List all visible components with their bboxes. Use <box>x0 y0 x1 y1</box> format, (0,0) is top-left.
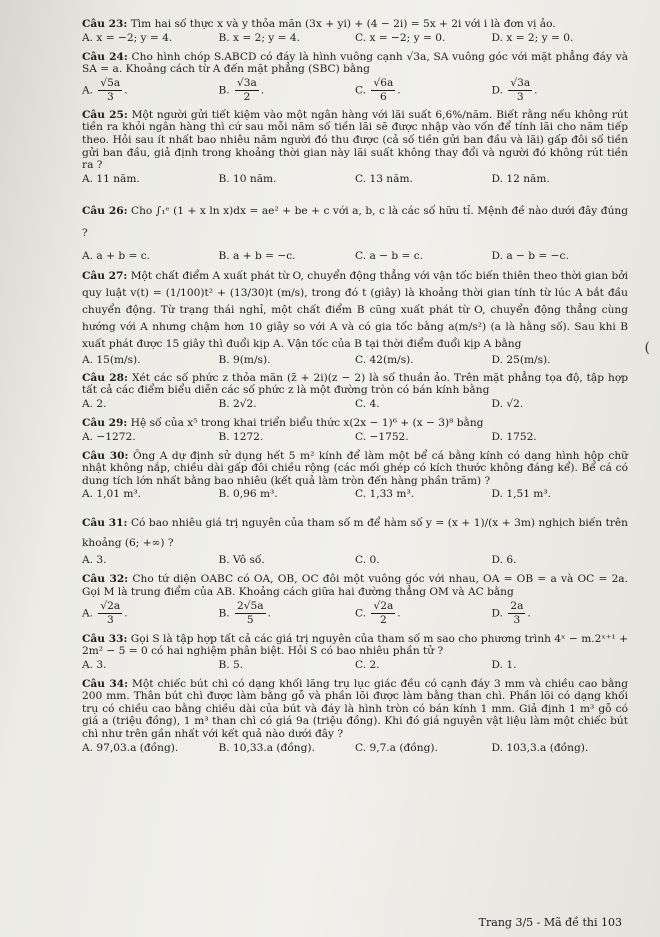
option-a: A. 11 năm. <box>82 172 140 185</box>
option-d: D. 1752. <box>491 430 537 443</box>
option-c: C. −1752. <box>355 430 409 443</box>
question-stem: Tìm hai số thực x và y thỏa mãn (3x + yi) + (4 − 2i) = 5x + 2i với i là đơn vị ảo. <box>127 18 556 30</box>
question-28 <box>82 372 628 411</box>
option-a: A. 15(m/s). <box>82 353 141 366</box>
question-number: Câu 24: <box>82 50 128 63</box>
question-stem: Xét các số phức z thỏa mãn (z̄ + 2i)(z − 2) là số thuần ảo. Trên mặt phẳng tọa độ, tập hợp tất cả các điểm biểu diễn các số phức z là một đường tròn có bán kính bằng <box>82 371 628 397</box>
question-stem: Ông A dự định sử dụng hết 5 m² kính để làm một bể cá bằng kính có dạng hình hộp chữ nhật không nắp, chiều dài gấp đôi chiều rộng (các mối ghép có kích thước không đáng kể). Bể cá có dung tích lớn nhất bằng bao nhiêu (kết quả làm tròn đến hàng phần trăm) ? <box>82 449 629 487</box>
option-a: A. 3. <box>82 554 107 567</box>
option-c: C. 4. <box>355 397 380 410</box>
option-c: C. x = −2; y = 0. <box>355 31 446 44</box>
option-b: B. 9(m/s). <box>218 353 271 366</box>
option-b: B. Vô số. <box>218 554 265 567</box>
option-a: A. 3. <box>82 658 107 671</box>
question-number: Câu 28: <box>82 371 128 384</box>
question-number: Câu 30: <box>82 449 129 462</box>
option-c: C. 2. <box>355 658 380 671</box>
margin-mark: ( <box>644 340 650 356</box>
option-c: C. 13 năm. <box>355 172 413 185</box>
option-d: D. 12 năm. <box>491 172 550 185</box>
question-stem: Một người gửi tiết kiệm vào một ngân hàng với lãi suất 6,6%/năm. Biết rằng nếu không rút tiền ra khỏi ngân hàng thì cứ sau mỗi năm số tiền lãi sẽ được nhập vào vốn để tính lãi cho năm tiếp theo. Hỏi sau ít nhất bao nhiêu năm người đó thu được (cả số tiền gửi ban đầu và lãi) gấp đôi số tiền gửi ban đầu, giả định trong khoảng thời gian này lãi suất không thay đổi và người đó không rút tiền ra ? <box>82 108 628 172</box>
option-d: D. 25(m/s). <box>491 353 551 366</box>
question-24 <box>82 51 628 104</box>
option-a: A. 2. <box>82 397 107 410</box>
option-a: A. x = −2; y = 4. <box>82 31 173 44</box>
question-stem: Cho tứ diện OABC có OA, OB, OC đôi một vuông góc với nhau, OA = OB = a và OC = 2a. Gọi M là trung điểm của AB. Khoảng cách giữa hai đường thẳng OM và AC bằng <box>82 573 628 598</box>
option-b: B. a + b = −c. <box>218 249 296 262</box>
option-b: B. 0,96 m³. <box>218 488 278 501</box>
page-footer: Trang 3/5 - Mã đề thi 103 <box>478 916 622 929</box>
question-stem: Cho hình chóp S.ABCD có đáy là hình vuông cạnh √3a, SA vuông góc với mặt phẳng đáy và SA = a. Khoảng cách từ A đến mặt phẳng (SBC) bằng <box>82 50 629 76</box>
question-27 <box>82 268 628 367</box>
question-number: Câu 29: <box>82 416 128 429</box>
option-d: D. $\frac{√3a}{3}$ . <box>491 76 538 103</box>
question-number: Câu 34: <box>82 677 128 690</box>
option-d: D. 1. <box>491 658 517 671</box>
option-c: C. a − b = c. <box>355 249 424 262</box>
option-c: C. $\frac{√2a}{2}$ . <box>355 599 401 626</box>
option-d: D. $\frac{2a}{3}$ . <box>491 599 531 626</box>
question-number: Câu 31: <box>82 517 128 530</box>
question-number: Câu 33: <box>82 632 128 645</box>
option-b: B. 1272. <box>218 430 264 443</box>
question-number: Câu 25: <box>82 108 128 121</box>
option-d: D. a − b = −c. <box>491 249 569 262</box>
option-c: C. $\frac{√6a}{6}$ . <box>355 76 401 103</box>
option-d: D. 103,3.a (đồng). <box>491 741 589 754</box>
question-stem: Hệ số của x⁵ trong khai triển biểu thức x(2x − 1)⁶ + (x − 3)⁸ bằng <box>127 416 484 429</box>
question-number: Câu 23: <box>82 18 128 30</box>
option-d: D. √2. <box>491 397 524 410</box>
question-stem: Gọi S là tập hợp tất cả các giá trị nguyên của tham số m sao cho phương trình 4ˣ − m.2ˣ⁺¹ + 2m² − 5 = 0 có hai nghiệm phân biệt. Hỏi S có bao nhiêu phần tử ? <box>82 632 628 658</box>
question-32 <box>82 573 628 626</box>
question-stem: Một chiếc bút chì có dạng khối lăng trụ lục giác đều có cạnh đáy 3 mm và chiều cao bằng 200 mm. Thân bút chì được làm bằng gỗ và phần lõi được làm bằng than chì. Phần lõi có dạng khối trụ có chiều cao bằng chiều dài của bút và đáy là hình tròn có bán kính 1 mm. Giả định 1 m³ gỗ có giá a (triệu đồng), 1 m³ than chì có giá 9a (triệu đồng). Khi đó giá nguyên vật liệu làm một chiếc bút chì như trên gần nhất với kết quả nào dưới đây ? <box>82 677 629 741</box>
question-31 <box>82 513 628 567</box>
question-33 <box>82 633 628 672</box>
question-25 <box>82 109 628 186</box>
option-b: B. 10,33.a (đồng). <box>218 741 315 754</box>
question-stem: Một chất điểm A xuất phát từ O, chuyển động thẳng với vận tốc biến thiên theo thời gian bởi quy luật v(t) = (1/100)t² + (13/30)t (m/s), trong đó t (giây) là khoảng thời gian tính từ lúc A bắt đầu chuyển động. Từ trạng thái nghỉ, một chất điểm B cũng xuất phát từ O, chuyển động thẳng cùng hướng với A nhưng chậm hơn 10 giây so với A và có gia tốc bằng a(m/s²) (a là hằng số). Sau khi B xuất phát được 15 giây thì đuổi kịp A. Vận tốc của B tại thời điểm đuổi kịp A bằng <box>82 269 629 350</box>
question-stem: Có bao nhiêu giá trị nguyên của tham số m để hàm số y = (x + 1)/(x + 3m) nghịch biến trên khoảng (6; +∞) ? <box>82 517 628 550</box>
option-b: B. $\frac{√3a}{2}$ . <box>218 76 265 103</box>
option-a: A. $\frac{√5a}{3}$ . <box>82 76 128 103</box>
question-number: Câu 27: <box>82 269 128 282</box>
question-30 <box>82 450 628 502</box>
option-c: C. 9,7.a (đồng). <box>355 741 438 754</box>
option-c: C. 0. <box>355 554 380 567</box>
question-number: Câu 26: <box>82 204 128 217</box>
option-b: B. $\frac{2√5a}{5}$ . <box>218 599 271 626</box>
question-34 <box>82 678 628 755</box>
question-number: Câu 32: <box>82 573 129 586</box>
option-a: A. 1,01 m³. <box>82 488 142 501</box>
option-a: A. $\frac{√2a}{3}$ . <box>82 599 128 626</box>
option-a: A. −1272. <box>82 430 136 443</box>
option-d: D. x = 2; y = 0. <box>491 31 574 44</box>
option-b: B. 10 năm. <box>218 172 277 185</box>
option-b: B. x = 2; y = 4. <box>218 31 300 44</box>
option-d: D. 1,51 m³. <box>491 488 551 501</box>
option-d: D. 6. <box>491 554 517 567</box>
option-a: A. a + b = c. <box>82 249 151 262</box>
option-b: B. 5. <box>218 658 244 671</box>
question-stem: Cho ∫₁ᵉ (1 + x ln x)dx = ae² + be + c với a, b, c là các số hữu tỉ. Mệnh đề nào dưới đây đúng ? <box>82 204 629 239</box>
option-c: C. 42(m/s). <box>355 353 414 366</box>
option-c: C. 1,33 m³. <box>355 488 415 501</box>
question-29 <box>82 417 628 444</box>
question-26 <box>82 200 628 263</box>
option-a: A. 97,03.a (đồng). <box>82 741 179 754</box>
option-b: B. 2√2. <box>218 397 257 410</box>
question-23 <box>82 18 628 45</box>
